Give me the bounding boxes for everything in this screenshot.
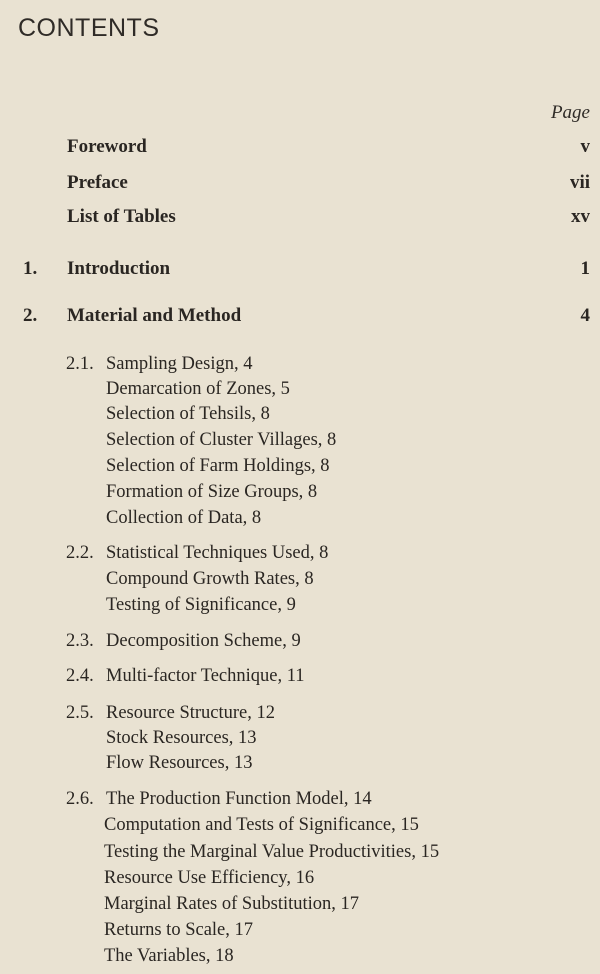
toc-entry-section[interactable]: Resource Structure, 12 — [106, 703, 276, 723]
chapter-number: 2. — [23, 305, 38, 326]
toc-entry-subsection[interactable]: Demarcation of Zones, 5 — [106, 379, 290, 399]
toc-entry-subsection[interactable]: Selection of Farm Holdings, 8 — [106, 456, 330, 476]
toc-entry-subsection[interactable]: Computation and Tests of Significance, 15 — [104, 815, 419, 835]
toc-entry-subsection[interactable]: Returns to Scale, 17 — [104, 920, 254, 940]
section-number: 2.6. — [66, 789, 94, 809]
toc-entry-subsection[interactable]: Marginal Rates of Substitution, 17 — [104, 894, 360, 914]
page-column-label: Page — [550, 102, 590, 123]
toc-entry-subsection[interactable]: Selection of Cluster Villages, 8 — [106, 430, 337, 450]
toc-entry-preface[interactable]: Preface — [67, 172, 128, 193]
toc-entry-list-of-tables[interactable]: List of Tables — [67, 206, 176, 227]
toc-entry-subsection[interactable]: Selection of Tehsils, 8 — [106, 404, 270, 424]
toc-entry-section[interactable]: Statistical Techniques Used, 8 — [106, 543, 329, 563]
toc-entry-material-and-method[interactable]: Material and Method — [67, 305, 242, 326]
section-number: 2.2. — [66, 543, 94, 563]
toc-page-introduction: 1 — [580, 258, 590, 279]
section-number: 2.5. — [66, 703, 94, 723]
page-title: CONTENTS — [18, 14, 160, 42]
toc-entry-subsection[interactable]: The Variables, 18 — [104, 946, 234, 966]
toc-entry-subsection[interactable]: Testing of Significance, 9 — [106, 595, 296, 615]
toc-entry-subsection[interactable]: Testing the Marginal Value Productivities, 15 — [104, 842, 440, 862]
section-number: 2.4. — [66, 666, 94, 686]
toc-page-list-of-tables: xv — [571, 206, 590, 227]
chapter-number: 1. — [23, 258, 38, 279]
toc-entry-section[interactable]: The Production Function Model, 14 — [106, 789, 372, 809]
toc-page-material-and-method: 4 — [580, 305, 590, 326]
toc-entry-section[interactable]: Decomposition Scheme, 9 — [106, 631, 301, 651]
toc-entry-subsection[interactable]: Resource Use Efficiency, 16 — [104, 868, 315, 888]
section-number: 2.3. — [66, 631, 94, 651]
toc-entry-foreword[interactable]: Foreword — [67, 136, 147, 157]
toc-entry-subsection[interactable]: Formation of Size Groups, 8 — [106, 482, 318, 502]
toc-entry-section[interactable]: Multi-factor Technique, 11 — [106, 666, 305, 686]
toc-entry-subsection[interactable]: Collection of Data, 8 — [106, 508, 262, 528]
toc-entry-introduction[interactable]: Introduction — [67, 258, 171, 279]
toc-page-foreword: v — [580, 136, 590, 157]
toc-entry-subsection[interactable]: Compound Growth Rates, 8 — [106, 569, 314, 589]
section-number: 2.1. — [66, 354, 94, 374]
toc-entry-section[interactable]: Sampling Design, 4 — [106, 354, 253, 374]
toc-entry-subsection[interactable]: Flow Resources, 13 — [106, 753, 253, 773]
toc-entry-subsection[interactable]: Stock Resources, 13 — [106, 728, 257, 748]
toc-page-preface: vii — [569, 172, 590, 193]
